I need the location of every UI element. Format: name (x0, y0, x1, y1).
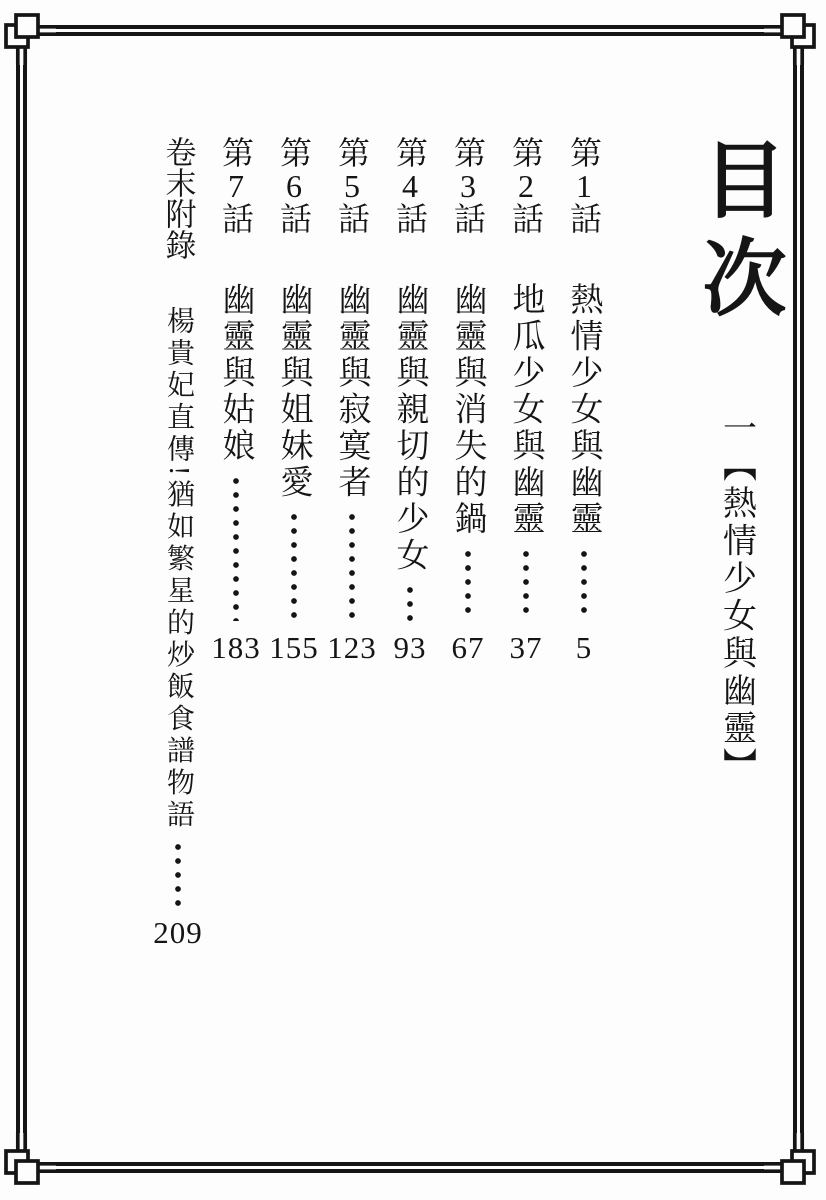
toc-entry (392, 136, 428, 663)
dotted-leader (233, 474, 239, 622)
chapter-label-suffix: 話 (276, 202, 312, 236)
corner-knot-icon-top-left (0, 9, 56, 65)
toc-entry (153, 136, 203, 950)
dotted-leader (175, 840, 181, 906)
dotted-leader (407, 583, 413, 621)
chapter-number: 4 (402, 170, 418, 202)
chapter-label-prefix: 第 (392, 136, 428, 170)
dotted-leader (349, 510, 355, 621)
dotted-leader (581, 547, 587, 622)
chapter-label-prefix: 第 (508, 136, 544, 170)
page-title: 目次 (690, 136, 783, 332)
page-number: 123 (327, 630, 377, 665)
toc-entry (450, 136, 486, 663)
toc-entry (269, 136, 319, 665)
chapter-label-suffix: 話 (392, 202, 428, 236)
chapter-title: 幽靈與親切的少女 (391, 282, 428, 574)
chapter-label (156, 136, 201, 260)
chapter-label (503, 136, 549, 236)
chapter-label-suffix: 話 (450, 202, 486, 236)
toc-entry (566, 136, 602, 663)
page-number: 67 (451, 630, 485, 665)
chapter-title: 楊貴妃直傳!猶如繁星的炒飯食譜物語 (163, 306, 194, 832)
corner-knot-icon-bottom-left (0, 1133, 56, 1189)
chapter-number: 1 (576, 170, 592, 202)
chapter-title: 幽靈與寂寞者 (333, 282, 370, 501)
table-of-contents (138, 136, 783, 950)
page-number: 209 (153, 915, 203, 950)
chapter-title: 熱情少女與幽靈 (565, 282, 602, 538)
chapter-title: 地瓜少女與幽靈 (507, 282, 544, 538)
chapter-label-prefix: 第 (334, 136, 370, 170)
page-number: 5 (575, 630, 593, 665)
toc-entry (327, 136, 377, 665)
chapter-label (271, 136, 317, 236)
corner-knot-icon-top-right (764, 9, 820, 65)
toc-entry (508, 136, 544, 663)
chapter-label-prefix: 第 (218, 136, 254, 170)
dotted-leader (523, 547, 529, 622)
chapter-label-prefix: 卷末附錄 (160, 136, 196, 260)
page-number: 37 (509, 630, 543, 665)
chapter-label (213, 136, 259, 236)
toc-title-column (690, 136, 783, 796)
chapter-number: 5 (344, 170, 360, 202)
corner-knot-icon-bottom-right (764, 1133, 820, 1189)
page-number: 155 (269, 630, 319, 665)
chapter-label-prefix: 第 (566, 136, 602, 170)
dotted-leader (291, 510, 297, 621)
chapter-number: 6 (286, 170, 302, 202)
chapter-label-suffix: 話 (566, 202, 602, 236)
chapter-label (561, 136, 607, 236)
chapter-label-suffix: 話 (218, 202, 254, 236)
toc-entries (153, 136, 602, 950)
chapter-label-prefix: 第 (276, 136, 312, 170)
chapter-label (329, 136, 375, 236)
volume-subtitle: 一【熱情少女與幽靈】 (717, 410, 755, 785)
toc-entry (211, 136, 261, 665)
page-number: 183 (211, 630, 261, 665)
chapter-number: 3 (460, 170, 476, 202)
chapter-title: 幽靈與消失的鍋 (449, 282, 486, 538)
chapter-title: 幽靈與姐妹愛 (275, 282, 312, 501)
chapter-number: 7 (228, 170, 244, 202)
chapter-label-suffix: 話 (334, 202, 370, 236)
dotted-leader (465, 547, 471, 622)
chapter-label-prefix: 第 (450, 136, 486, 170)
page-number: 93 (393, 630, 427, 665)
chapter-label (445, 136, 491, 236)
chapter-title: 幽靈與姑娘 (217, 282, 254, 465)
chapter-label-suffix: 話 (508, 202, 544, 236)
chapter-label (387, 136, 433, 236)
chapter-number: 2 (518, 170, 534, 202)
